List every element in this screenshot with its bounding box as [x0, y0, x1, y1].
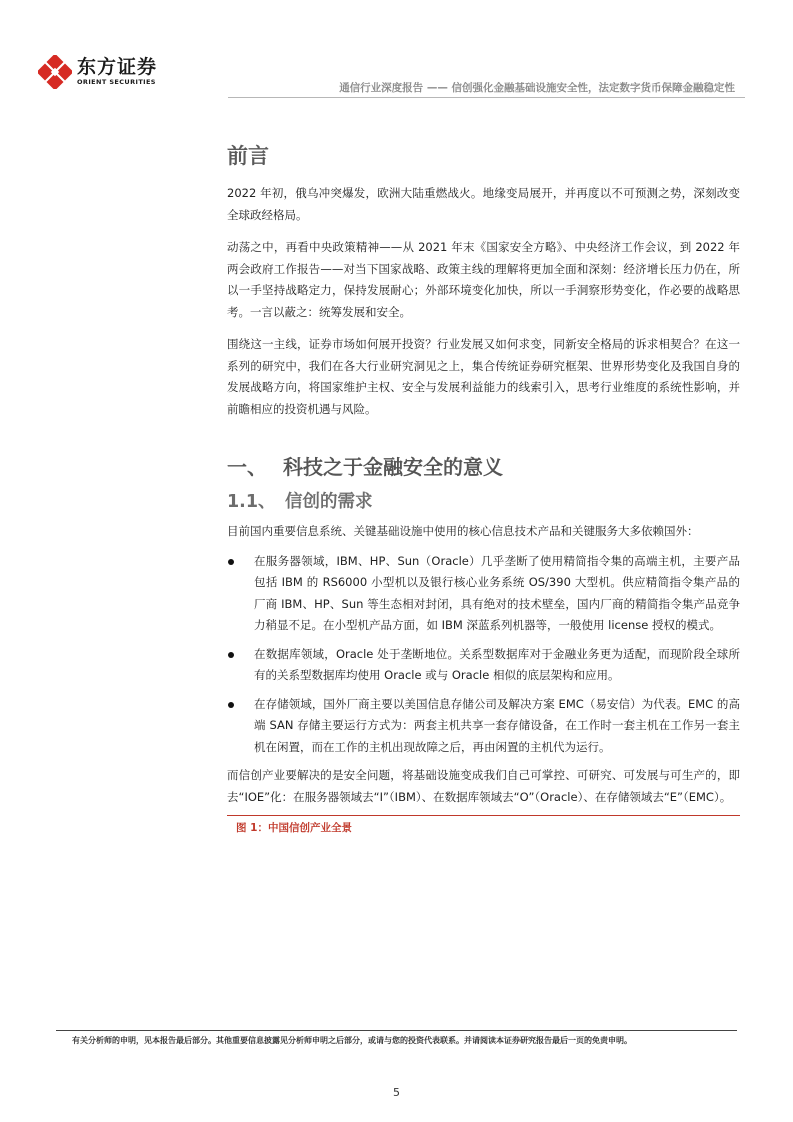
preface-paragraph-3: 围绕这一主线，证券市场如何展开投资？行业发展又如何求变，同新安全格局的诉求相契合？在这一系列的研究中，我们在各大行业研究洞见之上，集合传统证券研究框架、世界形势变化及我国自身的发展战略方向，将国家维护主权、安全与发展利益能力的线索引入，思考行业维度的系统性影响，并前瞻相应的投资机遇与风险。 — [227, 337, 740, 416]
closing-paragraph: 而信创产业要解决的是安全问题，将基础设施变成我们自己可掌控、可研究、可发展与可生产的，即去“IOE”化：在服务器领域去“I”（IBM）、在数据库领域去“O”（Oracle）、在存储领域去“E”（EMC）。 — [227, 768, 740, 804]
orient-securities-logo-icon — [38, 55, 72, 89]
bullet-dot-icon — [228, 702, 234, 708]
bullet-item-servers — [227, 551, 740, 637]
logo-english-name: ORIENT SECURITIES — [77, 78, 156, 86]
bullet-dot-icon — [228, 559, 234, 565]
footer-disclaimer: 有关分析师的申明，见本报告最后部分。其他重要信息披露见分析师申明之后部分，或请与您的投资代表联系。并请阅读本证券研究报告最后一页的免责申明。 — [72, 1036, 632, 1045]
figure-caption: 图 1：中国信创产业全景 — [236, 822, 352, 834]
bullet-text: 在存储领域，国外厂商主要以美国信息存储公司及解决方案 EMC（易安信）为代表。EMC 的高端 SAN 存储主要运行方式为：两套主机共享一套存储设备，在工作时一套主机在工作另一套主机在闲置，而在工作的主机出现故障之后，再由闲置的主机代为运行。 — [254, 696, 740, 754]
footer-divider — [56, 1030, 737, 1031]
bullet-item-storage — [227, 694, 740, 759]
section-1-1-title: 信创的需求 — [285, 492, 373, 512]
page-number: 5 — [393, 1086, 400, 1099]
bullet-dot-icon — [228, 652, 234, 658]
preface-heading: 前言 — [227, 144, 269, 168]
section-1-1-heading — [227, 489, 740, 515]
company-logo — [38, 55, 157, 89]
main-content — [227, 140, 740, 835]
report-header-title: 通信行业深度报告 —— 信创强化金融基础设施安全性，法定数字货币保障金融稳定性 — [339, 82, 735, 94]
section-intro-paragraph: 目前国内重要信息系统、关键基础设施中使用的核心信息技术产品和关键服务大多依赖国外： — [227, 524, 699, 538]
header-divider — [228, 97, 745, 98]
preface-paragraph-2: 动荡之中，再看中央政策精神——从 2021 年末《国家安全方略》、中央经济工作会议，到 2022 年两会政府工作报告——对当下国家战略、政策主线的理解将更加全面和深刻：经济增长压力仍在，所以一手坚持战略定力，保持发展耐心；外部环境变化加快，所以一手洞察形势变化，作必要的战略思考。一言以蔽之：统筹发展和安全。 — [227, 240, 740, 319]
bullet-list — [227, 551, 740, 759]
preface-paragraph-1: 2022 年初，俄乌冲突爆发，欧洲大陆重燃战火。地缘变局展开，并再度以不可预测之势，深刻改变全球政经格局。 — [227, 186, 740, 222]
section-1-1-number: 1.1、 — [227, 492, 276, 512]
bullet-text: 在服务器领域，IBM、HP、Sun（Oracle）几乎垄断了使用精简指令集的高端主机，主要产品包括 IBM 的 RS6000 小型机以及银行核心业务系统 OS/390 大型机。供应精简指令集产品的厂商 IBM、HP、Sun 等生态相对封闭，具有绝对的技术壁垒，国内厂商的精简指令集产品竞争力稍显不足。在小型机产品方面，如 IBM 深蓝系列机器等，一般使用 license 授权的模式。 — [254, 553, 740, 632]
figure-divider — [227, 815, 740, 816]
bullet-text: 在数据库领域，Oracle 处于垄断地位。关系型数据库对于金融业务更为适配，而现阶段全球所有的关系型数据库均使用 Oracle 或与 Oracle 相似的底层架构和应用。 — [254, 646, 740, 682]
logo-chinese-name: 东方证券 — [77, 56, 158, 78]
section-1-number: 一、 — [227, 455, 267, 479]
bullet-item-database — [227, 644, 740, 687]
section-1-title: 科技之于金融安全的意义 — [283, 455, 503, 479]
section-1-heading — [227, 452, 740, 482]
